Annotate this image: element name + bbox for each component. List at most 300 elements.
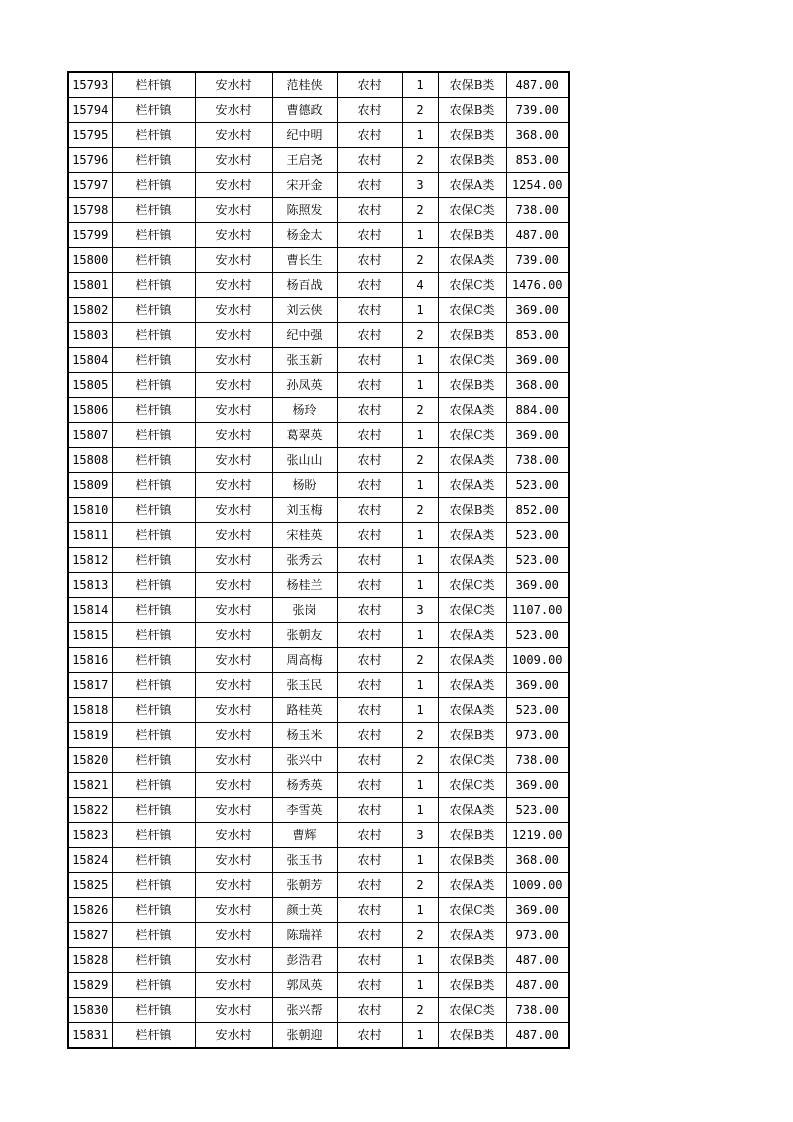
area-type-cell: 农村 <box>337 998 402 1023</box>
area-type-cell: 农村 <box>337 848 402 873</box>
town-cell: 栏杆镇 <box>112 173 195 198</box>
name-cell: 曹长生 <box>272 248 337 273</box>
household-count-cell: 1 <box>402 848 438 873</box>
area-type-cell: 农村 <box>337 573 402 598</box>
town-cell: 栏杆镇 <box>112 923 195 948</box>
area-type-cell: 农村 <box>337 648 402 673</box>
area-type-cell: 农村 <box>337 523 402 548</box>
area-type-cell: 农村 <box>337 473 402 498</box>
household-count-cell: 1 <box>402 72 438 98</box>
household-count-cell: 2 <box>402 448 438 473</box>
amount-cell: 523.00 <box>506 548 569 573</box>
town-cell: 栏杆镇 <box>112 873 195 898</box>
record-id-cell: 15823 <box>68 823 112 848</box>
village-cell: 安水村 <box>195 698 272 723</box>
amount-cell: 369.00 <box>506 573 569 598</box>
household-count-cell: 2 <box>402 748 438 773</box>
household-count-cell: 1 <box>402 623 438 648</box>
name-cell: 宋开金 <box>272 173 337 198</box>
record-id-cell: 15807 <box>68 423 112 448</box>
name-cell: 李雪英 <box>272 798 337 823</box>
category-cell: 农保C类 <box>438 348 506 373</box>
household-count-cell: 2 <box>402 98 438 123</box>
record-id-cell: 15809 <box>68 473 112 498</box>
amount-cell: 487.00 <box>506 948 569 973</box>
village-cell: 安水村 <box>195 848 272 873</box>
record-id-cell: 15808 <box>68 448 112 473</box>
town-cell: 栏杆镇 <box>112 948 195 973</box>
village-cell: 安水村 <box>195 223 272 248</box>
area-type-cell: 农村 <box>337 173 402 198</box>
household-count-cell: 1 <box>402 348 438 373</box>
category-cell: 农保C类 <box>438 573 506 598</box>
village-cell: 安水村 <box>195 148 272 173</box>
name-cell: 彭浩君 <box>272 948 337 973</box>
amount-cell: 738.00 <box>506 748 569 773</box>
amount-cell: 738.00 <box>506 998 569 1023</box>
amount-cell: 1009.00 <box>506 873 569 898</box>
area-type-cell: 农村 <box>337 98 402 123</box>
amount-cell: 1219.00 <box>506 823 569 848</box>
table-row <box>68 223 569 248</box>
category-cell: 农保B类 <box>438 498 506 523</box>
town-cell: 栏杆镇 <box>112 473 195 498</box>
area-type-cell: 农村 <box>337 348 402 373</box>
village-cell: 安水村 <box>195 948 272 973</box>
town-cell: 栏杆镇 <box>112 698 195 723</box>
area-type-cell: 农村 <box>337 948 402 973</box>
amount-cell: 487.00 <box>506 72 569 98</box>
village-cell: 安水村 <box>195 998 272 1023</box>
table-row <box>68 148 569 173</box>
category-cell: 农保B类 <box>438 948 506 973</box>
table-row <box>68 898 569 923</box>
household-count-cell: 2 <box>402 323 438 348</box>
amount-cell: 369.00 <box>506 773 569 798</box>
area-type-cell: 农村 <box>337 398 402 423</box>
household-count-cell: 1 <box>402 223 438 248</box>
village-cell: 安水村 <box>195 648 272 673</box>
name-cell: 宋桂英 <box>272 523 337 548</box>
record-id-cell: 15815 <box>68 623 112 648</box>
town-cell: 栏杆镇 <box>112 598 195 623</box>
category-cell: 农保A类 <box>438 923 506 948</box>
village-cell: 安水村 <box>195 673 272 698</box>
amount-cell: 1009.00 <box>506 648 569 673</box>
village-cell: 安水村 <box>195 498 272 523</box>
category-cell: 农保A类 <box>438 673 506 698</box>
record-id-cell: 15803 <box>68 323 112 348</box>
village-cell: 安水村 <box>195 273 272 298</box>
table-row <box>68 98 569 123</box>
household-count-cell: 1 <box>402 898 438 923</box>
category-cell: 农保B类 <box>438 72 506 98</box>
household-count-cell: 1 <box>402 423 438 448</box>
table-row <box>68 823 569 848</box>
category-cell: 农保A类 <box>438 248 506 273</box>
village-cell: 安水村 <box>195 423 272 448</box>
area-type-cell: 农村 <box>337 973 402 998</box>
town-cell: 栏杆镇 <box>112 273 195 298</box>
table-row <box>68 1023 569 1049</box>
area-type-cell: 农村 <box>337 698 402 723</box>
household-count-cell: 2 <box>402 873 438 898</box>
area-type-cell: 农村 <box>337 873 402 898</box>
town-cell: 栏杆镇 <box>112 448 195 473</box>
area-type-cell: 农村 <box>337 198 402 223</box>
name-cell: 杨盼 <box>272 473 337 498</box>
table-row <box>68 473 569 498</box>
category-cell: 农保B类 <box>438 98 506 123</box>
household-count-cell: 1 <box>402 123 438 148</box>
category-cell: 农保B类 <box>438 373 506 398</box>
area-type-cell: 农村 <box>337 823 402 848</box>
town-cell: 栏杆镇 <box>112 498 195 523</box>
name-cell: 张朝迎 <box>272 1023 337 1049</box>
area-type-cell: 农村 <box>337 423 402 448</box>
record-id-cell: 15820 <box>68 748 112 773</box>
household-count-cell: 2 <box>402 398 438 423</box>
area-type-cell: 农村 <box>337 598 402 623</box>
area-type-cell: 农村 <box>337 498 402 523</box>
category-cell: 农保B类 <box>438 323 506 348</box>
village-cell: 安水村 <box>195 198 272 223</box>
town-cell: 栏杆镇 <box>112 673 195 698</box>
category-cell: 农保A类 <box>438 798 506 823</box>
table-row <box>68 173 569 198</box>
table-row <box>68 123 569 148</box>
name-cell: 杨百战 <box>272 273 337 298</box>
name-cell: 杨秀英 <box>272 773 337 798</box>
household-count-cell: 2 <box>402 723 438 748</box>
table-row <box>68 848 569 873</box>
area-type-cell: 农村 <box>337 1023 402 1049</box>
category-cell: 农保B类 <box>438 123 506 148</box>
household-count-cell: 1 <box>402 573 438 598</box>
household-count-cell: 2 <box>402 648 438 673</box>
area-type-cell: 农村 <box>337 773 402 798</box>
household-count-cell: 1 <box>402 1023 438 1049</box>
table-row <box>68 748 569 773</box>
household-count-cell: 2 <box>402 248 438 273</box>
name-cell: 颜士英 <box>272 898 337 923</box>
town-cell: 栏杆镇 <box>112 798 195 823</box>
name-cell: 葛翠英 <box>272 423 337 448</box>
town-cell: 栏杆镇 <box>112 573 195 598</box>
record-id-cell: 15831 <box>68 1023 112 1049</box>
town-cell: 栏杆镇 <box>112 98 195 123</box>
table-row <box>68 798 569 823</box>
household-count-cell: 2 <box>402 148 438 173</box>
town-cell: 栏杆镇 <box>112 323 195 348</box>
record-id-cell: 15797 <box>68 173 112 198</box>
table-body <box>68 72 569 1048</box>
category-cell: 农保A类 <box>438 523 506 548</box>
village-cell: 安水村 <box>195 72 272 98</box>
record-id-cell: 15818 <box>68 698 112 723</box>
category-cell: 农保C类 <box>438 898 506 923</box>
household-count-cell: 1 <box>402 798 438 823</box>
village-cell: 安水村 <box>195 873 272 898</box>
record-id-cell: 15819 <box>68 723 112 748</box>
record-id-cell: 15814 <box>68 598 112 623</box>
name-cell: 刘玉梅 <box>272 498 337 523</box>
category-cell: 农保C类 <box>438 273 506 298</box>
record-id-cell: 15799 <box>68 223 112 248</box>
category-cell: 农保B类 <box>438 823 506 848</box>
name-cell: 纪中强 <box>272 323 337 348</box>
household-count-cell: 2 <box>402 498 438 523</box>
town-cell: 栏杆镇 <box>112 198 195 223</box>
name-cell: 张兴中 <box>272 748 337 773</box>
records-table <box>67 71 570 1049</box>
village-cell: 安水村 <box>195 373 272 398</box>
table-row <box>68 623 569 648</box>
household-count-cell: 4 <box>402 273 438 298</box>
name-cell: 曹德政 <box>272 98 337 123</box>
town-cell: 栏杆镇 <box>112 248 195 273</box>
village-cell: 安水村 <box>195 973 272 998</box>
name-cell: 路桂英 <box>272 698 337 723</box>
area-type-cell: 农村 <box>337 673 402 698</box>
household-count-cell: 1 <box>402 698 438 723</box>
area-type-cell: 农村 <box>337 798 402 823</box>
amount-cell: 369.00 <box>506 298 569 323</box>
amount-cell: 368.00 <box>506 123 569 148</box>
name-cell: 杨桂兰 <box>272 573 337 598</box>
category-cell: 农保A类 <box>438 398 506 423</box>
table-row <box>68 998 569 1023</box>
name-cell: 杨金太 <box>272 223 337 248</box>
village-cell: 安水村 <box>195 798 272 823</box>
village-cell: 安水村 <box>195 923 272 948</box>
table-row <box>68 773 569 798</box>
village-cell: 安水村 <box>195 598 272 623</box>
town-cell: 栏杆镇 <box>112 1023 195 1049</box>
town-cell: 栏杆镇 <box>112 998 195 1023</box>
amount-cell: 369.00 <box>506 898 569 923</box>
table-row <box>68 398 569 423</box>
name-cell: 王启尧 <box>272 148 337 173</box>
record-id-cell: 15810 <box>68 498 112 523</box>
category-cell: 农保A类 <box>438 623 506 648</box>
town-cell: 栏杆镇 <box>112 348 195 373</box>
household-count-cell: 3 <box>402 173 438 198</box>
town-cell: 栏杆镇 <box>112 823 195 848</box>
record-id-cell: 15830 <box>68 998 112 1023</box>
village-cell: 安水村 <box>195 448 272 473</box>
amount-cell: 884.00 <box>506 398 569 423</box>
town-cell: 栏杆镇 <box>112 523 195 548</box>
record-id-cell: 15812 <box>68 548 112 573</box>
table-row <box>68 348 569 373</box>
table-row <box>68 72 569 98</box>
record-id-cell: 15822 <box>68 798 112 823</box>
record-id-cell: 15793 <box>68 72 112 98</box>
record-id-cell: 15801 <box>68 273 112 298</box>
village-cell: 安水村 <box>195 823 272 848</box>
amount-cell: 523.00 <box>506 798 569 823</box>
amount-cell: 1254.00 <box>506 173 569 198</box>
record-id-cell: 15796 <box>68 148 112 173</box>
table-row <box>68 548 569 573</box>
household-count-cell: 1 <box>402 548 438 573</box>
village-cell: 安水村 <box>195 1023 272 1049</box>
name-cell: 纪中明 <box>272 123 337 148</box>
area-type-cell: 农村 <box>337 223 402 248</box>
village-cell: 安水村 <box>195 173 272 198</box>
household-count-cell: 2 <box>402 198 438 223</box>
town-cell: 栏杆镇 <box>112 148 195 173</box>
amount-cell: 738.00 <box>506 198 569 223</box>
record-id-cell: 15802 <box>68 298 112 323</box>
name-cell: 张玉书 <box>272 848 337 873</box>
record-id-cell: 15798 <box>68 198 112 223</box>
amount-cell: 369.00 <box>506 348 569 373</box>
town-cell: 栏杆镇 <box>112 973 195 998</box>
area-type-cell: 农村 <box>337 548 402 573</box>
village-cell: 安水村 <box>195 298 272 323</box>
amount-cell: 973.00 <box>506 923 569 948</box>
category-cell: 农保C类 <box>438 773 506 798</box>
village-cell: 安水村 <box>195 323 272 348</box>
table-row <box>68 573 569 598</box>
record-id-cell: 15800 <box>68 248 112 273</box>
category-cell: 农保A类 <box>438 473 506 498</box>
village-cell: 安水村 <box>195 548 272 573</box>
town-cell: 栏杆镇 <box>112 898 195 923</box>
amount-cell: 487.00 <box>506 223 569 248</box>
record-id-cell: 15804 <box>68 348 112 373</box>
village-cell: 安水村 <box>195 573 272 598</box>
village-cell: 安水村 <box>195 898 272 923</box>
amount-cell: 523.00 <box>506 523 569 548</box>
name-cell: 杨玲 <box>272 398 337 423</box>
record-id-cell: 15826 <box>68 898 112 923</box>
household-count-cell: 1 <box>402 773 438 798</box>
category-cell: 农保C类 <box>438 198 506 223</box>
village-cell: 安水村 <box>195 623 272 648</box>
amount-cell: 739.00 <box>506 248 569 273</box>
area-type-cell: 农村 <box>337 723 402 748</box>
table-row <box>68 973 569 998</box>
town-cell: 栏杆镇 <box>112 748 195 773</box>
name-cell: 范桂侠 <box>272 72 337 98</box>
name-cell: 杨玉米 <box>272 723 337 748</box>
category-cell: 农保B类 <box>438 848 506 873</box>
household-count-cell: 1 <box>402 948 438 973</box>
table-row <box>68 273 569 298</box>
amount-cell: 973.00 <box>506 723 569 748</box>
area-type-cell: 农村 <box>337 373 402 398</box>
category-cell: 农保C类 <box>438 598 506 623</box>
category-cell: 农保A类 <box>438 448 506 473</box>
amount-cell: 368.00 <box>506 373 569 398</box>
category-cell: 农保A类 <box>438 548 506 573</box>
village-cell: 安水村 <box>195 523 272 548</box>
area-type-cell: 农村 <box>337 898 402 923</box>
table-row <box>68 598 569 623</box>
household-count-cell: 1 <box>402 673 438 698</box>
name-cell: 周高梅 <box>272 648 337 673</box>
table-row <box>68 323 569 348</box>
table-row <box>68 723 569 748</box>
area-type-cell: 农村 <box>337 623 402 648</box>
town-cell: 栏杆镇 <box>112 72 195 98</box>
amount-cell: 369.00 <box>506 673 569 698</box>
amount-cell: 523.00 <box>506 623 569 648</box>
category-cell: 农保A类 <box>438 698 506 723</box>
village-cell: 安水村 <box>195 473 272 498</box>
record-id-cell: 15824 <box>68 848 112 873</box>
table-row <box>68 498 569 523</box>
table-row <box>68 423 569 448</box>
name-cell: 孙凤英 <box>272 373 337 398</box>
table-row <box>68 248 569 273</box>
record-id-cell: 15794 <box>68 98 112 123</box>
category-cell: 农保C类 <box>438 748 506 773</box>
category-cell: 农保A类 <box>438 648 506 673</box>
name-cell: 张岗 <box>272 598 337 623</box>
record-id-cell: 15813 <box>68 573 112 598</box>
name-cell: 陈瑞祥 <box>272 923 337 948</box>
household-count-cell: 2 <box>402 998 438 1023</box>
amount-cell: 1107.00 <box>506 598 569 623</box>
household-count-cell: 1 <box>402 473 438 498</box>
table-row <box>68 198 569 223</box>
area-type-cell: 农村 <box>337 248 402 273</box>
table-row <box>68 648 569 673</box>
category-cell: 农保B类 <box>438 148 506 173</box>
household-count-cell: 2 <box>402 923 438 948</box>
record-id-cell: 15825 <box>68 873 112 898</box>
village-cell: 安水村 <box>195 723 272 748</box>
town-cell: 栏杆镇 <box>112 423 195 448</box>
table-row <box>68 523 569 548</box>
town-cell: 栏杆镇 <box>112 398 195 423</box>
town-cell: 栏杆镇 <box>112 848 195 873</box>
name-cell: 张玉新 <box>272 348 337 373</box>
area-type-cell: 农村 <box>337 123 402 148</box>
household-count-cell: 3 <box>402 598 438 623</box>
area-type-cell: 农村 <box>337 148 402 173</box>
record-id-cell: 15816 <box>68 648 112 673</box>
village-cell: 安水村 <box>195 123 272 148</box>
category-cell: 农保C类 <box>438 423 506 448</box>
town-cell: 栏杆镇 <box>112 648 195 673</box>
table-row <box>68 373 569 398</box>
area-type-cell: 农村 <box>337 298 402 323</box>
town-cell: 栏杆镇 <box>112 723 195 748</box>
amount-cell: 852.00 <box>506 498 569 523</box>
record-id-cell: 15806 <box>68 398 112 423</box>
amount-cell: 853.00 <box>506 323 569 348</box>
category-cell: 农保A类 <box>438 873 506 898</box>
village-cell: 安水村 <box>195 398 272 423</box>
name-cell: 张朝芳 <box>272 873 337 898</box>
name-cell: 张朝友 <box>272 623 337 648</box>
amount-cell: 853.00 <box>506 148 569 173</box>
town-cell: 栏杆镇 <box>112 223 195 248</box>
category-cell: 农保C类 <box>438 298 506 323</box>
amount-cell: 369.00 <box>506 423 569 448</box>
record-id-cell: 15827 <box>68 923 112 948</box>
record-id-cell: 15829 <box>68 973 112 998</box>
amount-cell: 738.00 <box>506 448 569 473</box>
village-cell: 安水村 <box>195 773 272 798</box>
name-cell: 刘云侠 <box>272 298 337 323</box>
name-cell: 张玉民 <box>272 673 337 698</box>
